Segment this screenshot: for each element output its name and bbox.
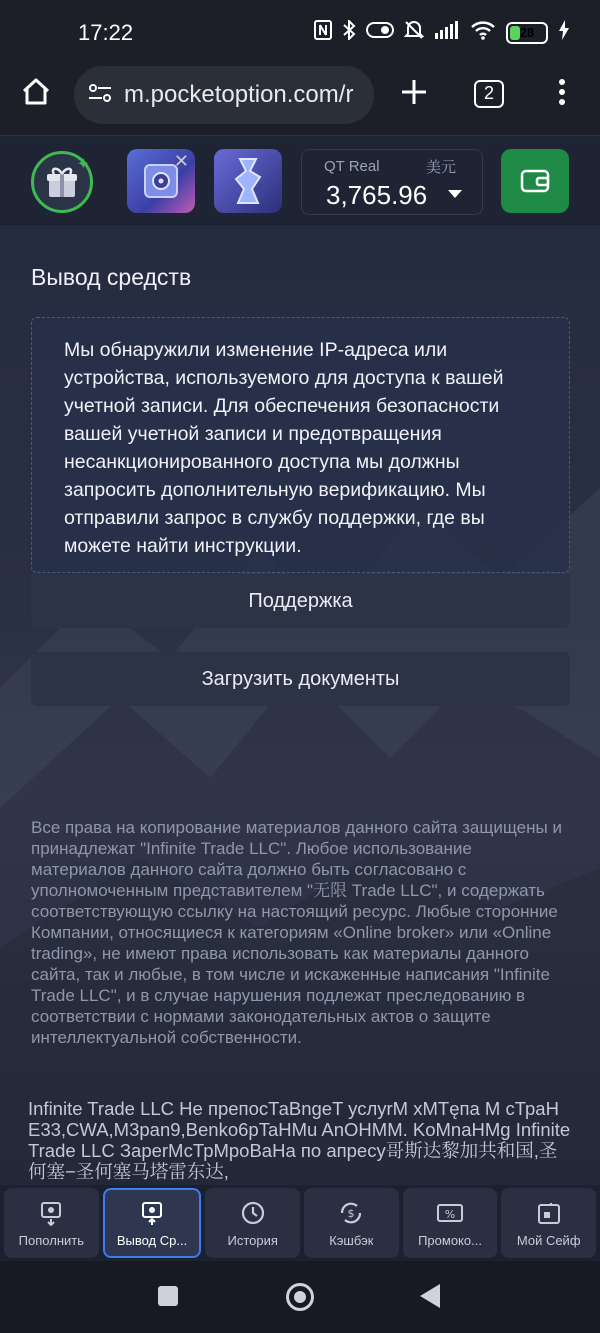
promo-safe-banner[interactable]: [127, 149, 195, 213]
status-icons: [314, 20, 570, 45]
nav-label: Мой Сейф: [516, 1232, 581, 1248]
promo-code-icon: [436, 1199, 464, 1227]
support-button[interactable]: Поддержка: [31, 574, 570, 628]
battery-icon: [506, 22, 548, 44]
nav-label: Вывод Ср...: [116, 1232, 188, 1248]
withdraw-icon: [138, 1199, 166, 1227]
app-header: [0, 137, 600, 227]
battery-level: 28: [519, 24, 535, 40]
home-button[interactable]: [286, 1283, 314, 1311]
balance-selector[interactable]: [301, 149, 483, 215]
bottom-nav: [0, 1185, 600, 1261]
deposit-icon: [37, 1199, 65, 1227]
system-navigation-bar: [0, 1261, 600, 1333]
company-info-text: Infinite Trade LLC Не препосТаВngeT услуrМ хМТęпа М сТраН Е33,CWA,М3pan9,Benko6pTaHMu AnOHMM. KoMnaHMg Infinite Trade LLC ЗарerМсТрМроВаНа по апресу哥斯达黎加共和国,圣何塞−圣何塞马塔雷东达,: [28, 1098, 571, 1182]
browser-toolbar: [0, 62, 600, 136]
close-icon[interactable]: ✕: [173, 151, 189, 171]
mute-icon: [404, 20, 424, 45]
safe-icon: [535, 1199, 563, 1227]
copyright-text: Все права на копирование материалов данного сайта защищены и принадлежат "Infinite Trade LLC". Любое использование материалов данного сайта должно быть согласовано с уполномоченным представителем "无限 Trade LLC", и содержать соответствующую ссылку на настоящий ресурс. Любые сторонние Компании, относящиеся к категориям «Online broker» или «Online trading», не имеют права использовать как материалы данного сайта, так и любые, в том числе и искаженные написания "Infinite Trade LLC", и в случае нарушения подлежат преследованию в соответствии с нормами законодательных актов о защите интеллектуальной собственности.: [31, 818, 562, 1047]
recents-button[interactable]: [158, 1286, 178, 1306]
balance-amount: 3,765.96: [326, 180, 428, 210]
svg-text:%: %: [444, 1207, 456, 1221]
overflow-menu-icon[interactable]: [546, 76, 578, 108]
nav-item-promo-code[interactable]: [403, 1188, 498, 1258]
home-icon[interactable]: [20, 76, 52, 108]
wallet-button[interactable]: [501, 149, 569, 213]
wallet-icon: [520, 168, 550, 194]
gift-icon: [43, 163, 81, 201]
wifi-icon: [470, 20, 496, 45]
back-button[interactable]: [420, 1284, 440, 1308]
promo-banner[interactable]: [214, 149, 282, 213]
withdrawal-page: [0, 228, 600, 1185]
svg-text:$: $: [347, 1206, 355, 1220]
nav-label: Промоко...: [418, 1232, 482, 1248]
nav-item-deposit[interactable]: [4, 1188, 99, 1258]
promo-figure-icon: [226, 155, 270, 207]
page-title: Вывод средств: [31, 264, 192, 290]
status-bar: [0, 0, 600, 62]
nav-label: История: [227, 1232, 278, 1248]
plus-icon: ✦: [76, 156, 90, 173]
nav-label: Кэшбэк: [329, 1232, 374, 1248]
site-settings-icon[interactable]: [88, 82, 112, 109]
toggle-icon: [366, 22, 394, 43]
nfc-icon: [314, 20, 332, 45]
signal-icon: [434, 21, 460, 44]
nav-label: Пополнить: [18, 1232, 84, 1248]
upload-documents-button[interactable]: Загрузить документы: [31, 652, 570, 706]
address-bar[interactable]: [74, 66, 374, 124]
new-tab-icon[interactable]: [398, 76, 430, 108]
charging-icon: [558, 20, 570, 45]
account-type: QT Real: [324, 158, 380, 175]
nav-item-my-safe[interactable]: [501, 1188, 596, 1258]
chevron-down-icon: [448, 190, 462, 198]
avatar[interactable]: [31, 151, 93, 213]
currency-label: 美元: [425, 159, 456, 176]
status-time: 17:22: [78, 20, 134, 45]
url-text: m.pocketoption.com/r: [124, 81, 354, 108]
nav-item-cashback[interactable]: [304, 1188, 399, 1258]
nav-item-withdraw[interactable]: [103, 1188, 202, 1258]
tab-count-button[interactable]: 2: [474, 80, 504, 108]
verification-notice: Мы обнаружили изменение IP-адреса или устройства, используемого для доступа к вашей учетной записи. Для обеспечения безопасности вашей учетной записи и предотвращения несанкционированного доступа мы должны запросить дополнительную верификацию. Мы отправили запрос в службу поддержки, где вы можете найти инструкции.: [31, 317, 570, 573]
nav-item-history[interactable]: [205, 1188, 300, 1258]
bluetooth-icon: [342, 20, 356, 45]
cashback-icon: [337, 1199, 365, 1227]
history-icon: [239, 1199, 267, 1227]
